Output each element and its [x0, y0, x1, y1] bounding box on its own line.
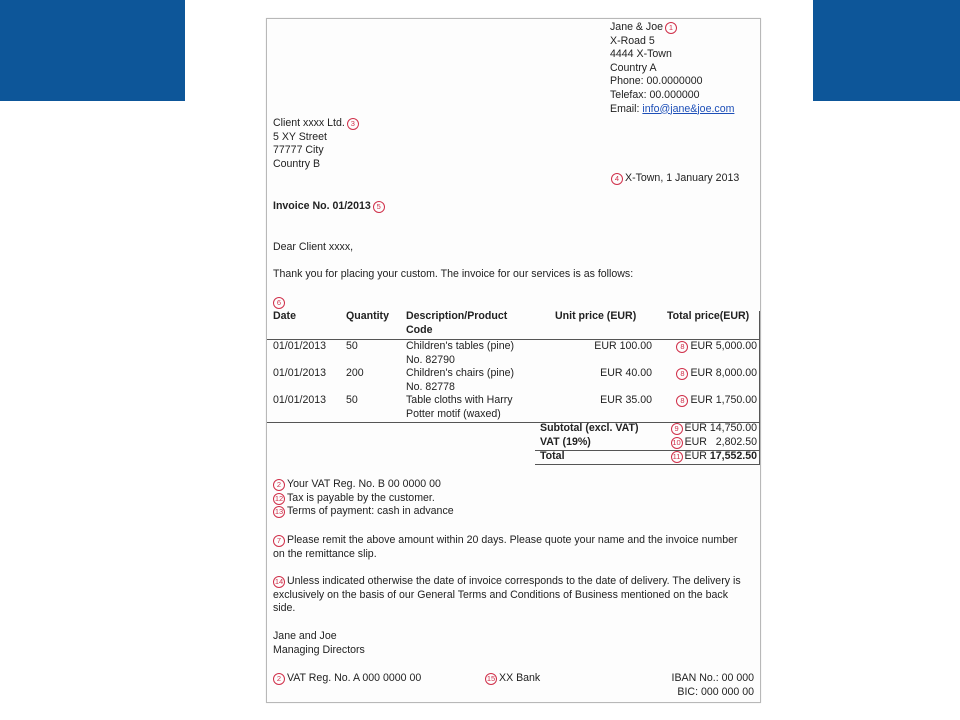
col-header-date: Date: [273, 310, 296, 322]
col-header-total-price: Total price(EUR): [667, 310, 750, 322]
marker-badge: 3: [347, 118, 359, 130]
row-total-price: 8 EUR 5,000.00: [657, 340, 757, 354]
place-date: [609, 172, 739, 186]
intro-text: Thank you for placing your custom. The invoice for our services is as follows:: [273, 268, 634, 280]
row-date: 01/01/2013: [273, 340, 327, 352]
marker-badge: 2: [273, 673, 285, 685]
delivery-note: 14 Unless indicated otherwise the date of invoice corresponds to the date of delivery. The delivery is exclusively on the basis of our General Terms and Conditions of Business mentioned on the back side.: [273, 575, 741, 615]
client-name: Client xxxx Ltd.: [273, 117, 345, 129]
invoice-number: Invoice No. 01/2013: [273, 200, 371, 212]
row-description: Table cloths with Harry Potter motif (waxed): [406, 394, 513, 420]
client-country: Country B: [273, 157, 321, 170]
total-label: Total: [540, 450, 565, 462]
col-header-quantity: Quantity: [346, 310, 389, 322]
marker-badge: 13: [274, 507, 284, 517]
footer-bank: 15 XX Bank: [486, 672, 541, 684]
table-row: [267, 367, 760, 395]
remittance-note: 7 Please remit the above amount within 20 days. Please quote your name and the invoice number on the remittance slip.: [273, 534, 738, 560]
row-unit-price: EUR 40.00: [600, 367, 652, 379]
footer-vat: 2 VAT Reg. No. A 000 0000 00: [273, 672, 421, 686]
notes-block: [273, 478, 454, 519]
total-value: 11 EUR 17,552.50: [647, 450, 757, 464]
note-tax: 12 Tax is payable by the customer.: [274, 491, 435, 504]
client-street: 5 XY Street: [273, 130, 327, 143]
marker-badge: 12: [274, 493, 284, 503]
marker-badge: 4: [611, 173, 623, 185]
marker-badge: 11: [671, 451, 683, 463]
sender-phone: Phone: 00.0000000: [610, 75, 703, 88]
note-vat: 2 Your VAT Reg. No. B 00 0000 00: [273, 478, 454, 492]
sender-email-link[interactable]: info@jane&joe.com: [642, 102, 735, 115]
row-quantity: 50: [346, 394, 358, 406]
row-date: 01/01/2013: [273, 394, 327, 406]
row-unit-price: EUR 35.00: [600, 394, 652, 406]
marker-badge: 7: [273, 535, 285, 547]
col-header-description: Description/Product Code: [406, 310, 508, 336]
invoice-footer: [267, 672, 760, 702]
sender-address: [610, 21, 734, 116]
vat-row: [267, 436, 760, 450]
marker-badge: 9: [671, 423, 683, 435]
sender-email-label: Email:: [610, 102, 643, 115]
row-date: 01/01/2013: [273, 367, 327, 379]
signature-title: Managing Directors: [273, 643, 365, 656]
signature-names: Jane and Joe: [273, 630, 337, 642]
footer-bank-details: IBAN No.: 00 000 BIC: 000 000 00: [671, 672, 754, 698]
vat-label: VAT (19%): [540, 436, 591, 448]
table-header: [267, 310, 760, 338]
header-band-right: [813, 0, 960, 101]
sender-city: 4444 X-Town: [610, 48, 672, 61]
marker-badge: 8: [676, 395, 688, 407]
signature-block: [273, 630, 365, 657]
table-row: [267, 340, 760, 368]
row-quantity: 200: [346, 367, 364, 379]
marker-badge: 6: [273, 297, 285, 309]
note-terms: 13 Terms of payment: cash in advance: [274, 505, 454, 518]
client-address: [273, 117, 361, 171]
marker-badge: 1: [665, 22, 677, 34]
marker-badge: 5: [373, 201, 385, 213]
subtotal-label: Subtotal (excl. VAT): [540, 422, 639, 434]
row-quantity: 50: [346, 340, 358, 352]
row-total-price: 8 EUR 1,750.00: [657, 394, 757, 408]
sender-telefax: Telefax: 00.000000: [610, 88, 700, 101]
row-total-price: 8 EUR 8,000.00: [657, 367, 757, 381]
row-unit-price: EUR 100.00: [594, 340, 652, 352]
row-description: Children's chairs (pine) No. 82778: [406, 367, 515, 393]
subtotal-value: 9 EUR 14,750.00: [647, 422, 757, 436]
marker-badge: 10: [672, 438, 681, 447]
marker-badge: 15: [486, 674, 496, 683]
table-row: [267, 394, 760, 422]
col-header-unit-price: Unit price (EUR): [555, 310, 637, 322]
sender-country: Country A: [610, 61, 657, 74]
subtotal-row: [267, 422, 760, 436]
invoice-subject: [273, 200, 387, 214]
total-row: [267, 450, 760, 464]
vat-value: 10 EUR 2,802.50: [672, 436, 757, 448]
client-city: 77777 City: [273, 144, 324, 157]
salutation: Dear Client xxxx,: [273, 241, 354, 253]
invoice-document: [266, 18, 761, 703]
marker-badge: 2: [273, 479, 285, 491]
place-date-text: X-Town, 1 January 2013: [625, 172, 740, 184]
marker-badge: 14: [274, 577, 284, 586]
sender-street: X-Road 5: [610, 34, 655, 47]
sender-name: Jane & Joe: [610, 21, 664, 33]
total-lower-rule: [535, 464, 760, 465]
row-description: Children's tables (pine) No. 82790: [406, 340, 515, 366]
marker-badge: 8: [676, 368, 688, 380]
marker-badge: 8: [676, 341, 688, 353]
header-band-left: [0, 0, 185, 101]
